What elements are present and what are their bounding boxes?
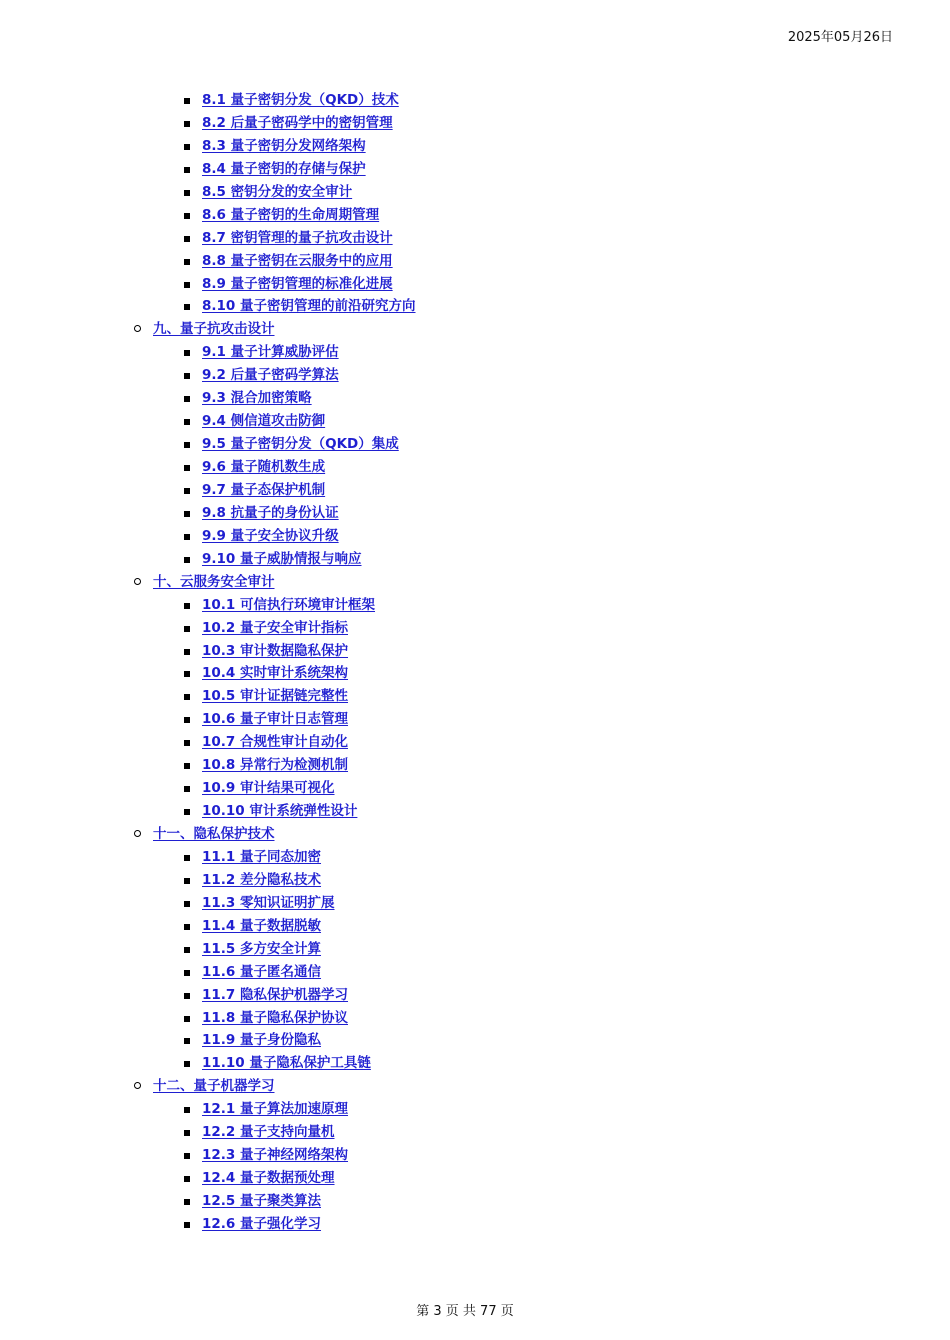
toc-subsection-link[interactable]: 11.4 量子数据脱敏 bbox=[202, 917, 322, 934]
square-bullet-icon bbox=[184, 626, 190, 632]
toc-subsection-link[interactable]: 9.6 量子随机数生成 bbox=[202, 459, 326, 475]
circle-bullet-icon bbox=[134, 830, 141, 837]
toc-subsection-item bbox=[0, 754, 950, 777]
toc-subsection-link[interactable]: 8.10 量子密钥管理的前沿研究方向 bbox=[202, 298, 416, 315]
square-bullet-icon bbox=[184, 1107, 190, 1113]
toc-subsection-link[interactable]: 9.4 侧信道攻击防御 bbox=[202, 413, 326, 430]
square-bullet-icon bbox=[184, 786, 190, 792]
toc-subsection-item bbox=[0, 158, 950, 181]
toc-subsection-item bbox=[0, 915, 950, 938]
square-bullet-icon bbox=[184, 1222, 190, 1228]
toc-subsection-item bbox=[0, 1121, 950, 1144]
square-bullet-icon bbox=[184, 557, 190, 563]
square-bullet-icon bbox=[184, 993, 190, 999]
toc-section-link[interactable]: 十、云服务安全审计 bbox=[153, 573, 275, 590]
toc-subsection-item bbox=[0, 502, 950, 525]
toc-subsection-link[interactable]: 9.9 量子安全协议升级 bbox=[202, 527, 339, 544]
square-bullet-icon bbox=[184, 970, 190, 976]
toc-subsection-link[interactable]: 8.9 量子密钥管理的标准化进展 bbox=[202, 275, 393, 292]
square-bullet-icon bbox=[184, 947, 190, 953]
toc-subsection-item bbox=[0, 617, 950, 640]
toc-section-link[interactable]: 九、量子抗攻击设计 bbox=[153, 321, 275, 338]
square-bullet-icon bbox=[184, 304, 190, 310]
toc-subsection-item bbox=[0, 250, 950, 273]
toc-subsection-item bbox=[0, 295, 950, 318]
toc-subsection-item bbox=[0, 341, 950, 364]
toc-subsection-link[interactable]: 12.3 量子神经网络架构 bbox=[202, 1147, 349, 1164]
toc-subsection-item bbox=[0, 548, 950, 571]
square-bullet-icon bbox=[184, 763, 190, 769]
square-bullet-icon bbox=[184, 1153, 190, 1159]
toc-subsection-link[interactable]: 8.3 量子密钥分发网络架构 bbox=[202, 137, 366, 154]
toc-subsection-item bbox=[0, 181, 950, 204]
toc-subsection-item bbox=[0, 433, 950, 456]
print-date: 2025年05月26日 bbox=[787, 30, 893, 45]
toc-subsection-link[interactable]: 11.2 差分隐私技术 bbox=[202, 871, 322, 888]
toc-subsection-item bbox=[0, 227, 950, 250]
toc-subsection-link[interactable]: 10.2 量子安全审计指标 bbox=[202, 619, 349, 636]
toc-subsection-link[interactable]: 10.9 审计结果可视化 bbox=[202, 780, 335, 797]
toc-subsection-link[interactable]: 10.8 异常行为检测机制 bbox=[202, 757, 349, 774]
toc-subsection-link[interactable]: 12.2 量子支持向量机 bbox=[202, 1124, 335, 1141]
toc-subsection-link[interactable]: 11.9 量子身份隐私 bbox=[202, 1032, 322, 1049]
square-bullet-icon bbox=[184, 350, 190, 356]
toc-subsection-item bbox=[0, 364, 950, 387]
toc-subsection-item bbox=[0, 1098, 950, 1121]
toc-subsection-link[interactable]: 11.7 隐私保护机器学习 bbox=[202, 986, 349, 1003]
toc-subsection-item bbox=[0, 938, 950, 961]
toc-subsection-item bbox=[0, 708, 950, 731]
square-bullet-icon bbox=[184, 213, 190, 219]
square-bullet-icon bbox=[184, 878, 190, 884]
toc-subsection-link[interactable]: 9.10 量子威胁情报与响应 bbox=[202, 550, 362, 567]
square-bullet-icon bbox=[184, 1176, 190, 1182]
square-bullet-icon bbox=[184, 373, 190, 379]
toc-subsection-item bbox=[0, 525, 950, 548]
toc-subsection-item bbox=[0, 410, 950, 433]
toc-subsection-item bbox=[0, 800, 950, 823]
square-bullet-icon bbox=[184, 1038, 190, 1044]
square-bullet-icon bbox=[184, 1016, 190, 1022]
toc-subsection-link[interactable]: 9.7 量子态保护机制 bbox=[202, 481, 326, 498]
toc-subsection-link[interactable]: 9.8 抗量子的身份认证 bbox=[202, 504, 339, 521]
square-bullet-icon bbox=[184, 259, 190, 265]
toc-subsection-link[interactable]: 9.2 后量子密码学算法 bbox=[202, 367, 339, 384]
toc-subsection-item bbox=[0, 1213, 950, 1236]
toc-subsection-item bbox=[0, 685, 950, 708]
toc-subsection-item bbox=[0, 89, 950, 112]
square-bullet-icon bbox=[184, 396, 190, 402]
toc-section-item bbox=[0, 318, 950, 341]
toc-subsection-item bbox=[0, 594, 950, 617]
toc-subsection-link[interactable]: 10.3 审计数据隐私保护 bbox=[202, 642, 349, 659]
toc-subsection-link[interactable]: 11.5 多方安全计算 bbox=[202, 940, 322, 957]
square-bullet-icon bbox=[184, 419, 190, 425]
square-bullet-icon bbox=[184, 740, 190, 746]
toc-subsection-link[interactable]: 8.4 量子密钥的存储与保护 bbox=[202, 160, 366, 177]
toc-subsection-link[interactable]: 8.1 量子密钥分发（QKD）技术 bbox=[202, 92, 399, 108]
circle-bullet-icon bbox=[134, 1082, 141, 1089]
toc-subsection-link[interactable]: 11.1 量子同态加密 bbox=[202, 848, 322, 865]
toc-subsection-link[interactable]: 10.4 实时审计系统架构 bbox=[202, 665, 349, 682]
square-bullet-icon bbox=[184, 488, 190, 494]
square-bullet-icon bbox=[184, 282, 190, 288]
toc-subsection-link[interactable]: 11.10 量子隐私保护工具链 bbox=[202, 1055, 371, 1072]
toc-subsection-link[interactable]: 11.8 量子隐私保护协议 bbox=[202, 1009, 349, 1026]
toc-subsection-item bbox=[0, 892, 950, 915]
toc-subsection-link[interactable]: 10.5 审计证据链完整性 bbox=[202, 688, 349, 705]
square-bullet-icon bbox=[184, 236, 190, 242]
square-bullet-icon bbox=[184, 98, 190, 104]
toc-subsection-link[interactable]: 8.6 量子密钥的生命周期管理 bbox=[202, 206, 380, 223]
toc-subsection-link[interactable]: 10.7 合规性审计自动化 bbox=[202, 734, 349, 751]
toc-section-item bbox=[0, 823, 950, 846]
toc-subsection-item bbox=[0, 479, 950, 502]
square-bullet-icon bbox=[184, 534, 190, 540]
toc-subsection-item bbox=[0, 1052, 950, 1075]
toc-subsection-item bbox=[0, 1029, 950, 1052]
circle-bullet-icon bbox=[134, 325, 141, 332]
square-bullet-icon bbox=[184, 855, 190, 861]
toc-subsection-item bbox=[0, 869, 950, 892]
square-bullet-icon bbox=[184, 511, 190, 517]
toc-subsection-link[interactable]: 9.3 混合加密策略 bbox=[202, 390, 312, 407]
toc-subsection-item bbox=[0, 273, 950, 296]
toc-subsection-link[interactable]: 8.5 密钥分发的安全审计 bbox=[202, 183, 353, 200]
square-bullet-icon bbox=[184, 717, 190, 723]
square-bullet-icon bbox=[184, 603, 190, 609]
toc-subsection-item bbox=[0, 1190, 950, 1213]
square-bullet-icon bbox=[184, 442, 190, 448]
toc-subsection-item bbox=[0, 846, 950, 869]
toc-subsection-item bbox=[0, 731, 950, 754]
square-bullet-icon bbox=[184, 144, 190, 150]
toc-subsection-item bbox=[0, 204, 950, 227]
toc-subsection-item bbox=[0, 112, 950, 135]
square-bullet-icon bbox=[184, 167, 190, 173]
square-bullet-icon bbox=[184, 190, 190, 196]
toc-subsection-item bbox=[0, 662, 950, 685]
toc-subsection-link[interactable]: 8.7 密钥管理的量子抗攻击设计 bbox=[202, 229, 393, 246]
toc-subsection-item bbox=[0, 640, 950, 663]
square-bullet-icon bbox=[184, 924, 190, 930]
page-number: 第 3 页 共 77 页 bbox=[416, 1304, 514, 1319]
toc-subsection-item bbox=[0, 456, 950, 479]
toc-subsection-item bbox=[0, 387, 950, 410]
toc-section-link[interactable]: 十一、隐私保护技术 bbox=[153, 826, 275, 842]
toc-subsection-link[interactable]: 10.1 可信执行环境审计框架 bbox=[202, 596, 376, 613]
square-bullet-icon bbox=[184, 465, 190, 471]
toc-subsection-link[interactable]: 9.5 量子密钥分发（QKD）集成 bbox=[202, 436, 399, 453]
toc-subsection-item bbox=[0, 1167, 950, 1190]
circle-bullet-icon bbox=[134, 578, 141, 585]
toc-subsection-link[interactable]: 10.6 量子审计日志管理 bbox=[202, 711, 349, 728]
toc-subsection-item bbox=[0, 135, 950, 158]
toc-subsection-link[interactable]: 11.3 零知识证明扩展 bbox=[202, 894, 335, 911]
toc-subsection-link[interactable]: 8.2 后量子密码学中的密钥管理 bbox=[202, 114, 393, 131]
toc-subsection-link[interactable]: 12.1 量子算法加速原理 bbox=[202, 1101, 349, 1118]
square-bullet-icon bbox=[184, 901, 190, 907]
square-bullet-icon bbox=[184, 671, 190, 677]
toc-subsection-item bbox=[0, 984, 950, 1007]
toc-subsection-item bbox=[0, 777, 950, 800]
toc-subsection-item bbox=[0, 1007, 950, 1030]
toc-subsection-item bbox=[0, 1144, 950, 1167]
square-bullet-icon bbox=[184, 649, 190, 655]
toc-section-link[interactable]: 十二、量子机器学习 bbox=[153, 1078, 275, 1095]
toc-subsection-link[interactable]: 10.10 审计系统弹性设计 bbox=[202, 803, 358, 820]
square-bullet-icon bbox=[184, 121, 190, 127]
square-bullet-icon bbox=[184, 1130, 190, 1136]
toc-subsection-link[interactable]: 12.5 量子聚类算法 bbox=[202, 1193, 322, 1209]
toc-subsection-link[interactable]: 12.4 量子数据预处理 bbox=[202, 1170, 335, 1187]
toc-section-item bbox=[0, 571, 950, 594]
toc-subsection-link[interactable]: 9.1 量子计算威胁评估 bbox=[202, 344, 339, 361]
toc-subsection-link[interactable]: 8.8 量子密钥在云服务中的应用 bbox=[202, 252, 393, 269]
toc-section-item bbox=[0, 1075, 950, 1098]
square-bullet-icon bbox=[184, 1199, 190, 1205]
table-of-contents bbox=[0, 89, 950, 1236]
toc-subsection-link[interactable]: 11.6 量子匿名通信 bbox=[202, 963, 322, 980]
toc-subsection-link[interactable]: 12.6 量子强化学习 bbox=[202, 1215, 322, 1232]
square-bullet-icon bbox=[184, 809, 190, 815]
square-bullet-icon bbox=[184, 1061, 190, 1067]
square-bullet-icon bbox=[184, 694, 190, 700]
toc-subsection-item bbox=[0, 961, 950, 984]
